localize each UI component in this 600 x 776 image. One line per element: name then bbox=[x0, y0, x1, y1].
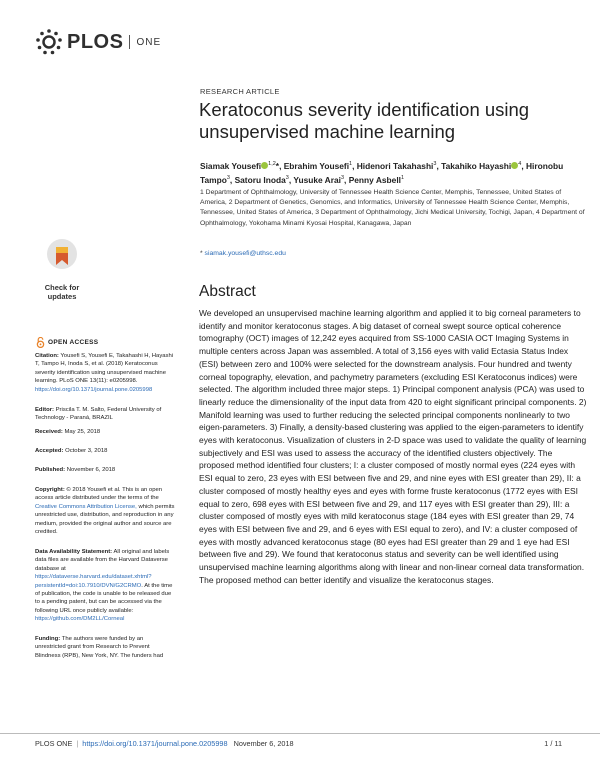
accepted-label: Accepted: bbox=[35, 448, 64, 454]
data-availability-block bbox=[35, 548, 175, 624]
author-list: Siamak Yousefi $^{1,2}$*, Ebrahim Yousefi$^1$, Hidenori Takahashi$^3$, Takahiko Hayashi $^4$, Hironobu Tampo$^3$, Satoru Inoda$^3$, Yusuke Arai$^3$, Penny Asbell$^1$ bbox=[200, 160, 564, 186]
published-block bbox=[35, 466, 175, 474]
citation-text: Yousefi S, Yousefi E, Takahashi H, Hayashi T, Tampo H, Inoda S, et al. (2018) Keratoconus severity identification using unsupervised machine learning. PLoS ONE 13(11): e0205998. bbox=[35, 353, 174, 385]
accepted-date: October 3, 2018 bbox=[65, 448, 108, 454]
published-label: Published: bbox=[35, 467, 66, 473]
plos-logo[interactable] bbox=[34, 27, 161, 57]
corresponding-marker: * bbox=[275, 160, 280, 171]
journal-name: ONE bbox=[136, 36, 162, 48]
author-name[interactable]: Hidenori Takahashi bbox=[356, 160, 434, 171]
author-name[interactable]: Satoru Inoda bbox=[234, 175, 286, 186]
received-block bbox=[35, 428, 175, 436]
author-name[interactable]: Penny Asbell bbox=[348, 175, 401, 186]
corresponding-email bbox=[200, 250, 286, 257]
footer-journal: PLOS ONE bbox=[35, 739, 73, 748]
editor-block bbox=[35, 406, 175, 423]
page-number: 1 / 11 bbox=[544, 739, 562, 748]
author-name[interactable]: Siamak Yousefi bbox=[200, 160, 262, 171]
plos-dots-icon bbox=[34, 27, 64, 57]
bookmark-icon bbox=[45, 237, 79, 277]
author-affil: 4 bbox=[518, 161, 522, 167]
affiliations: 1 Department of Ophthalmology, University of Tennessee Health Science Center, Memphis, Tennessee, United States of America, 2 Department of Genetics, Genomics, and Informatics, University of Tennessee Health Science Center, Memphis, Tennessee, United States of America, 3 Department of Ophthalmology, Jichi Medical University, Tochigi, Japan, 4 Department of Ophthalmology, Yokohama Minami Kyosai Hospital, Kanagawa, Japan bbox=[200, 189, 585, 227]
citation-doi-link[interactable]: https://doi.org/10.1371/journal.pone.0205998 bbox=[35, 386, 153, 393]
author-affil: 3 bbox=[433, 161, 437, 167]
funding-block bbox=[35, 635, 175, 660]
open-lock-icon bbox=[36, 337, 45, 348]
data-availability-text-end: . At the time of publication, the code is unable to be released due to a pending patent, but can be accessed via the following URL once publicly available: bbox=[35, 582, 173, 614]
author-affil: 1 bbox=[400, 175, 405, 182]
footer-date: November 6, 2018 bbox=[233, 739, 294, 748]
received-label: Received: bbox=[35, 429, 63, 435]
funding-label: Funding: bbox=[35, 636, 61, 642]
open-access-text: OPEN ACCESS bbox=[48, 339, 99, 346]
open-access-label bbox=[36, 337, 98, 348]
footer-divider bbox=[0, 733, 600, 734]
abstract-heading: Abstract bbox=[199, 283, 256, 300]
data-availability-label: Data Availability Statement: bbox=[35, 549, 113, 555]
copyright-block bbox=[35, 486, 175, 536]
article-type: RESEARCH ARTICLE bbox=[200, 87, 280, 96]
article-title: Keratoconus severity identification using unsupervised machine learning bbox=[199, 99, 530, 142]
author-affil: 3 bbox=[340, 175, 345, 182]
copyright-label: Copyright: bbox=[35, 487, 65, 493]
received-date: May 25, 2018 bbox=[64, 429, 101, 435]
email-marker: * bbox=[200, 250, 203, 257]
funding-text: The authors were funded by an unrestricted grant from Research to Prevent Blindness (RPB), New York, NY. The funders had bbox=[35, 636, 164, 659]
author-name[interactable]: Hironobu Tampo bbox=[200, 160, 564, 186]
copyright-text-end: which permits unrestricted use, distribution, and reproduction in any medium, provided the original author and source are credited. bbox=[35, 503, 175, 536]
copyright-text: © 2018 Yousefi et al. This is an open access article distributed under the terms of the bbox=[35, 487, 163, 502]
published-date: November 6, 2018 bbox=[66, 467, 116, 473]
editor-label: Editor: bbox=[35, 407, 54, 413]
check-updates-label bbox=[41, 284, 83, 301]
check-updates-line2: updates bbox=[47, 291, 77, 301]
dataverse-link[interactable]: https://dataverse.harvard.edu/dataset.xhtml?persistentId=doi:10.7910/DVN/G2CRMO bbox=[35, 574, 152, 589]
author-affil: 1 bbox=[349, 161, 353, 167]
email-link[interactable]: siamak.yousefi@uthsc.edu bbox=[204, 250, 286, 257]
footer-separator: | bbox=[76, 739, 79, 748]
page-footer bbox=[35, 739, 294, 748]
logo-divider bbox=[129, 35, 130, 49]
editor-text: Priscila T. M. Salto, Federal University of Technology - Paraná, BRAZIL bbox=[35, 407, 162, 422]
author-name[interactable]: Takahiko Hayashi bbox=[441, 160, 512, 171]
citation-label: Citation: bbox=[35, 353, 59, 359]
data-availability-text: All original and labels data files are available from the Harvard Dataverse database at bbox=[35, 549, 170, 572]
check-for-updates-badge[interactable] bbox=[41, 237, 83, 301]
check-updates-line1: Check for bbox=[44, 283, 80, 292]
author-name[interactable]: Yusuke Arai bbox=[293, 175, 341, 186]
author-name[interactable]: Ebrahim Yousefi bbox=[283, 160, 350, 171]
accepted-block bbox=[35, 447, 175, 455]
citation-block bbox=[35, 352, 175, 394]
license-link[interactable]: Creative Commons Attribution License, bbox=[35, 503, 137, 510]
brand-name: PLOS bbox=[67, 30, 124, 53]
author-affil: 3 bbox=[285, 175, 289, 182]
author-affil: 1,2 bbox=[268, 161, 276, 167]
github-link[interactable]: https://github.com/DM2LL/Corneal bbox=[35, 616, 125, 623]
footer-doi-link[interactable]: https://doi.org/10.1371/journal.pone.0205998 bbox=[82, 739, 228, 748]
author-affil: 3 bbox=[226, 175, 230, 182]
abstract-text: We developed an unsupervised machine learning algorithm and applied it to big corneal parameters to identify and monitor keratoconus stages. A big dataset of corneal swept source optical coherence tomography (OCT) images of 12,242 eyes acquired from SS-1000 CASIA OCT Imaging Systems in multiple centers across Japan was assembled. A total of 3,156 eyes with valid Ectasia Status Index (ESI) between zero and 100% were selected for the downstream analysis. Four hundred and twenty corneal topography, elevation, and pachymetry parameters (excluding ESI Keratoconus indices) were selected. The algorithm included three major steps. 1) Principal component analysis (PCA) was used to linearly reduce the dimensionality of the input data from 420 to eight significant principal components. 2) Manifold learning was used to further reducing the selected principal components nonlinearly to two eigen-parameters. 3) Finally, a density-based clustering was applied to the eigen-parameters to identify eyes with keratoconus. Visualization of clusters in 2-D space was used to validate the quality of learning subjectively and ESI was used to assess the accuracy of the identified clusters objectively. The proposed method identified four clusters; I: a cluster composed of mostly normal eyes (224 eyes with ESI equal to zero, 23 eyes with ESI between five and 29, and nine eyes with ESI greater than 29), II: a cluster composed of mostly healthy eyes and eyes with forme fruste keratoconus (1772 eyes with ESI equal to zero, 698 eyes with ESI between five and 29, and 117 eyes with ESI greater than 29), III: a cluster composed of mostly eyes with mild keratoconus stage (184 eyes with ESI greater than 29, 74 eyes with ESI between five and 29, and 6 eyes with ESI equal to zero), and IV: a cluster composed of eyes with mostly advanced keratoconus stage (80 eyes had ESI greater than 29 and 1 eye had ESI between five and 29). We found that keratoconus status and severity can be well identified using unsupervised machine learning algorithms along with linear and non-linear corneal data transformation. The proposed method can better identify and visualize the keratoconus stages. bbox=[199, 308, 587, 585]
